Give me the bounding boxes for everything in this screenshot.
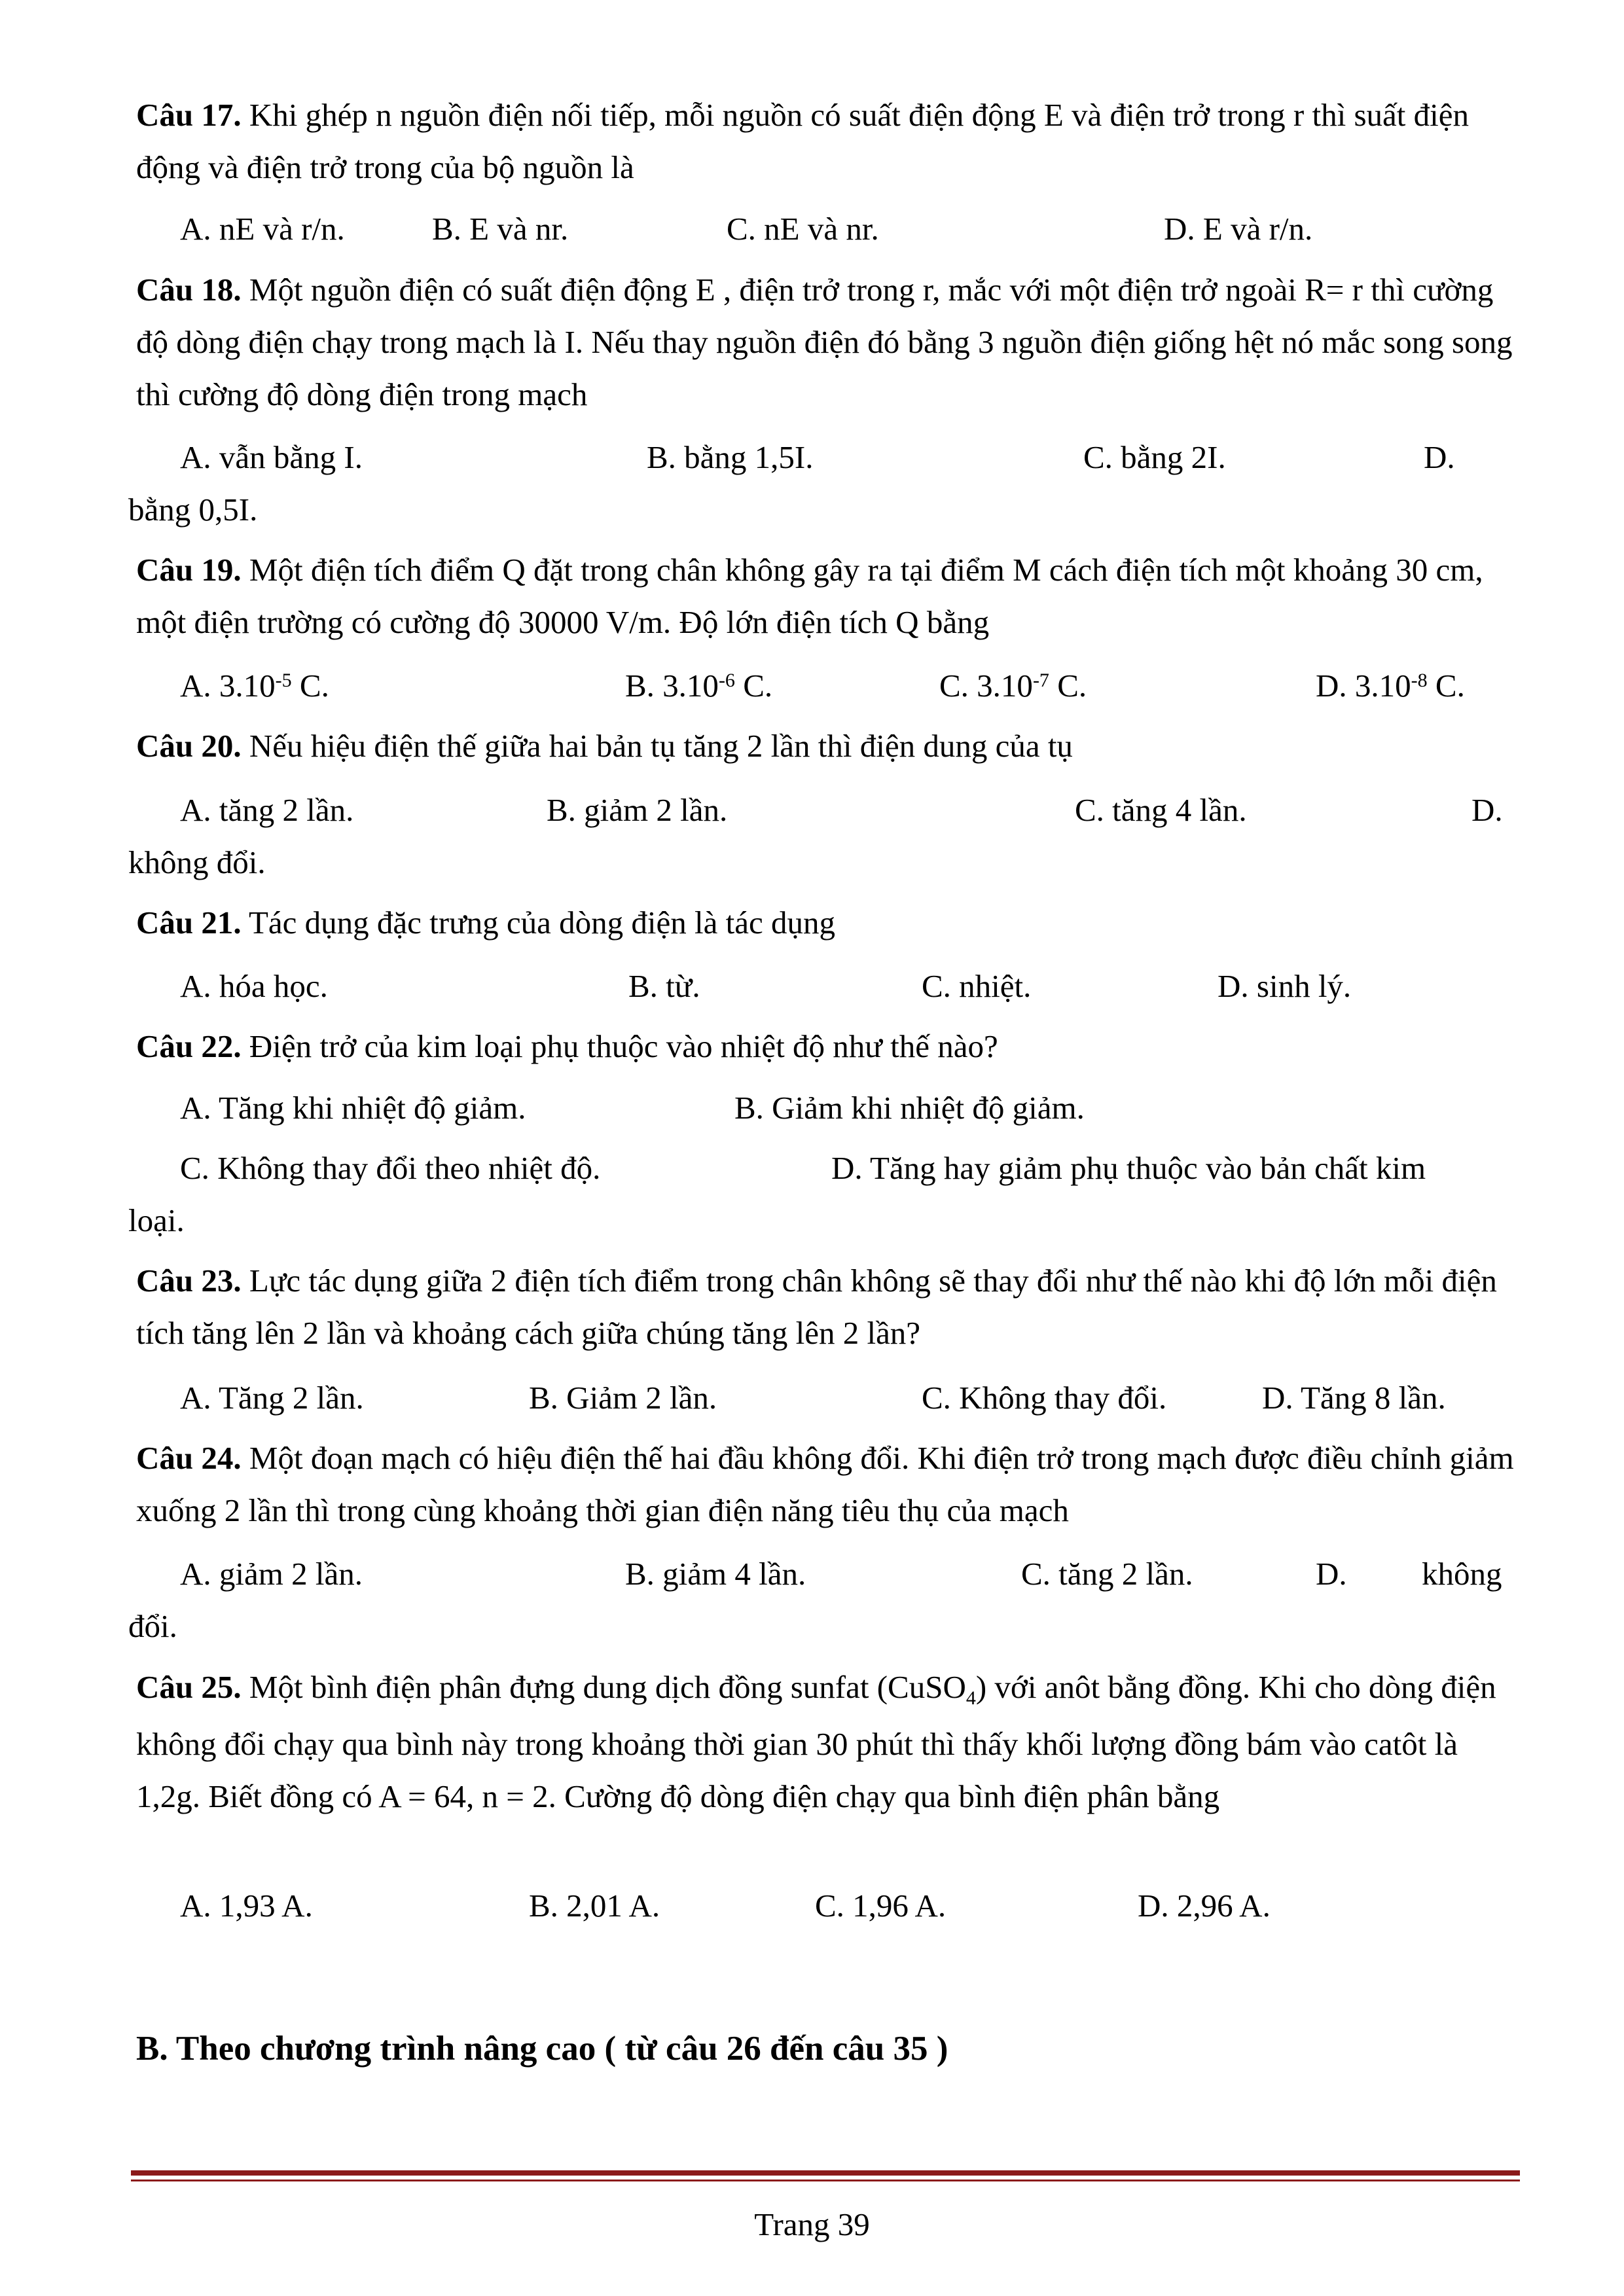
question-20-options xyxy=(0,784,1624,836)
option-a: A. Tăng 2 lần. xyxy=(180,1380,364,1416)
question-22-options-row-1 xyxy=(0,1082,1624,1134)
question-number: Câu 18. xyxy=(136,272,242,308)
footer-rule-thin xyxy=(131,2179,1520,2181)
question-stem: Một bình điện phân đựng dung dịch đồng sunfat (CuSO xyxy=(241,1669,966,1705)
option-c: C. nE và nr. xyxy=(727,211,879,247)
question-number: Câu 22. xyxy=(136,1028,242,1064)
question-23-options xyxy=(0,1372,1624,1424)
question-25-options xyxy=(0,1880,1624,1932)
option-a: A. tăng 2 lần. xyxy=(180,792,354,828)
question-22 xyxy=(136,1020,1517,1073)
question-17-options xyxy=(0,203,1624,255)
page-number: Trang 39 xyxy=(754,2206,870,2242)
option-a: A. giảm 2 lần. xyxy=(180,1556,363,1592)
question-number: Câu 20. xyxy=(136,728,242,764)
option-c: C. tăng 2 lần. xyxy=(1021,1556,1193,1592)
subscript: 4 xyxy=(965,1687,976,1709)
question-24 xyxy=(136,1432,1517,1537)
option-d-continuation: loại. xyxy=(128,1202,185,1238)
option-b: B. giảm 4 lần. xyxy=(625,1556,806,1592)
option-d: D. 2,96 A. xyxy=(1138,1888,1271,1924)
option-b: B. 2,01 A. xyxy=(529,1888,660,1924)
question-number: Câu 25. xyxy=(136,1669,242,1705)
question-number: Câu 19. xyxy=(136,552,242,588)
option-d: D. sinh lý. xyxy=(1218,968,1352,1004)
option-d: D. Tăng hay giảm phụ thuộc vào bản chất kim xyxy=(831,1150,1426,1186)
option-a: A. vẫn bằng I. xyxy=(180,439,363,475)
question-number: Câu 17. xyxy=(136,97,242,133)
option-b: B. bằng 1,5I. xyxy=(647,439,814,475)
option-d: D. Tăng 8 lần. xyxy=(1262,1380,1446,1416)
question-19 xyxy=(136,544,1517,649)
option-c: C. $3.10^{-7}$ C. xyxy=(939,668,1087,704)
question-stem-continued: ) với anôt bằng đồng. Khi cho dòng điện không đổi chạy qua bình này trong khoảng thời gian 30 phút thì thấy khối lượng đồng bám vào catôt là 1,2g. Biết đồng có A = 64, n = 2. Cường độ dòng điện chạy qua bình điện phân bằng xyxy=(136,1669,1496,1814)
option-c: C. nhiệt. xyxy=(922,968,1032,1004)
option-c: C. tăng 4 lần. xyxy=(1075,792,1247,828)
option-c: C. bằng 2I. xyxy=(1083,439,1226,475)
option-d-continuation: không đổi. xyxy=(128,844,266,880)
question-number: Câu 21. xyxy=(136,905,242,941)
question-23 xyxy=(136,1255,1517,1359)
option-b: B. $3.10^{-6}$ C. xyxy=(625,668,773,704)
question-stem: Lực tác dụng giữa 2 điện tích điểm trong chân không sẽ thay đổi như thế nào khi độ lớn mỗi điện tích tăng lên 2 lần và khoảng cách giữa chúng tăng lên 2 lần? xyxy=(136,1263,1497,1351)
question-22-options-row-2 xyxy=(0,1142,1624,1194)
question-number: Câu 23. xyxy=(136,1263,242,1299)
option-c: C. Không thay đổi. xyxy=(922,1380,1167,1416)
option-a: A. 1,93 A. xyxy=(180,1888,313,1924)
question-stem: Nếu hiệu điện thế giữa hai bản tụ tăng 2 lần thì điện dung của tụ xyxy=(241,728,1073,764)
question-stem: Tác dụng đặc trưng của dòng điện là tác dụng xyxy=(241,905,836,941)
question-17 xyxy=(136,89,1517,194)
question-21-options xyxy=(0,960,1624,1013)
option-d-text: không xyxy=(1422,1556,1502,1592)
option-b: B. giảm 2 lần. xyxy=(547,792,728,828)
option-b: B. E và nr. xyxy=(432,211,569,247)
option-a: A. $3.10^{-5}$ C. xyxy=(180,668,329,704)
question-25 xyxy=(136,1661,1517,1823)
question-stem: Một đoạn mạch có hiệu điện thế hai đầu không đổi. Khi điện trở trong mạch được điều chỉnh giảm xuống 2 lần thì trong cùng khoảng thời gian điện năng tiêu thụ của mạch xyxy=(136,1440,1514,1528)
option-b: B. từ. xyxy=(628,968,700,1004)
question-20 xyxy=(136,720,1517,772)
option-b: B. Giảm 2 lần. xyxy=(529,1380,717,1416)
question-stem: Điện trở của kim loại phụ thuộc vào nhiệt độ như thế nào? xyxy=(241,1028,998,1064)
footer-rule-thick xyxy=(131,2170,1520,2176)
question-24-options xyxy=(0,1548,1624,1600)
option-a: A. hóa học. xyxy=(180,968,328,1004)
option-d-continuation: đổi. xyxy=(128,1608,177,1644)
question-21 xyxy=(136,897,1517,949)
question-18 xyxy=(136,264,1517,421)
question-stem: Một nguồn điện có suất điện động E , điện trở trong r, mắc với một điện trở ngoài R= r thì cường độ dòng điện chạy trong mạch là I. Nếu thay nguồn điện đó bằng 3 nguồn điện giống hệt nó mắc song song thì cường độ dòng điện trong mạch xyxy=(136,272,1513,412)
option-a: A. nE và r/n. xyxy=(180,211,345,247)
option-d: D. xyxy=(1424,439,1455,475)
option-c: C. 1,96 A. xyxy=(815,1888,947,1924)
option-a: A. Tăng khi nhiệt độ giảm. xyxy=(180,1090,526,1126)
option-d: D. xyxy=(1471,792,1503,828)
option-d-continuation: bằng 0,5I. xyxy=(128,492,258,528)
question-stem: Khi ghép n nguồn điện nối tiếp, mỗi nguồn có suất điện động E và điện trở trong r thì suất điện động và điện trở trong của bộ nguồn là xyxy=(136,97,1470,185)
option-b: B. Giảm khi nhiệt độ giảm. xyxy=(734,1090,1085,1126)
option-d: D. E và r/n. xyxy=(1164,211,1313,247)
option-d: D. xyxy=(1316,1556,1347,1592)
question-number: Câu 24. xyxy=(136,1440,242,1476)
option-c: C. Không thay đổi theo nhiệt độ. xyxy=(180,1150,601,1186)
section-heading: B. Theo chương trình nâng cao ( từ câu 26 đến câu 35 ) xyxy=(136,2030,948,2068)
question-18-options xyxy=(0,431,1624,484)
question-19-options xyxy=(0,660,1624,712)
question-stem: Một điện tích điểm Q đặt trong chân không gây ra tại điểm M cách điện tích một khoảng 30 cm, một điện trường có cường độ 30000 V/m. Độ lớn điện tích Q bằng xyxy=(136,552,1483,640)
option-d: D. $3.10^{-8}$ C. xyxy=(1316,668,1465,704)
